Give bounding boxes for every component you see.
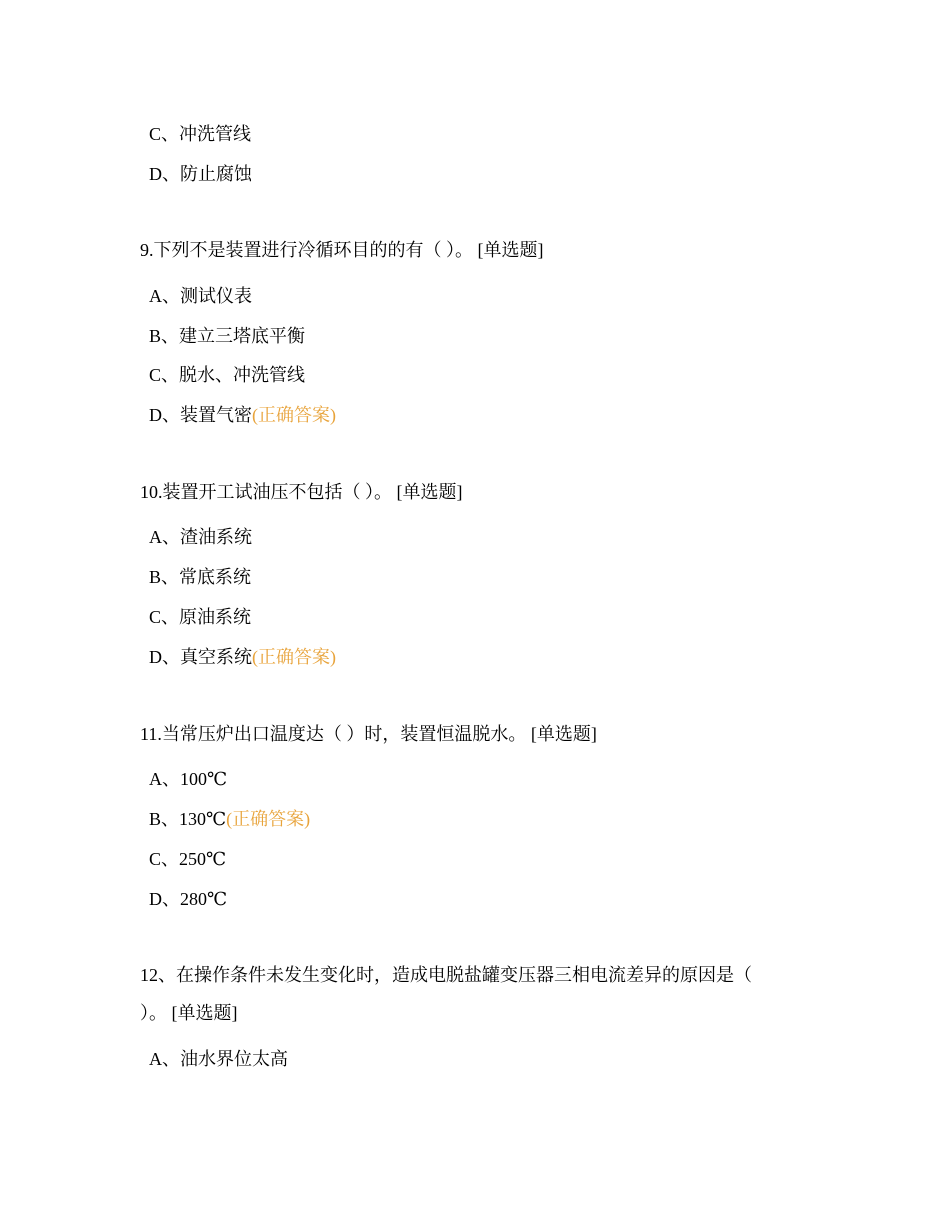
option-text: A、测试仪表 [149, 286, 252, 306]
option-c [149, 122, 251, 146]
option-text: C、脱水、冲洗管线 [149, 365, 306, 385]
question-10-option-b [149, 565, 251, 589]
correct-answer-marker: (正确答案) [226, 809, 311, 829]
question-10-option-c [149, 605, 251, 629]
option-text: C、原油系统 [149, 607, 252, 627]
option-text: C、250℃ [149, 849, 227, 869]
question-9-title: 9.下列不是装置进行冷循环目的的有（ ）。 [单选题] [140, 240, 544, 260]
question-11-option-a [149, 767, 227, 791]
option-text: D、防止腐蚀 [149, 164, 252, 184]
question-12-option-a [149, 1047, 288, 1071]
option-text: A、渣油系统 [149, 527, 252, 547]
question-11-option-d [149, 887, 227, 911]
question-10-option-d [149, 645, 336, 669]
option-text: A、油水界位太高 [149, 1049, 288, 1069]
option-text: B、常底系统 [149, 567, 252, 587]
option-text: B、建立三塔底平衡 [149, 326, 306, 346]
question-12-title-line2: ）。 [单选题] [140, 1003, 238, 1023]
question-9-option-d [149, 403, 336, 427]
option-d [149, 162, 252, 186]
option-text: A、100℃ [149, 769, 228, 789]
option-text: D、真空系统 [149, 647, 252, 667]
question-10-option-a [149, 525, 252, 549]
question-9-option-c [149, 363, 305, 387]
correct-answer-marker: (正确答案) [252, 405, 336, 425]
question-11-title: 11.当常压炉出口温度达（ ）时，装置恒温脱水。 [单选题] [140, 724, 597, 744]
question-11-option-c [149, 847, 226, 871]
option-text: B、130℃ [149, 809, 227, 829]
option-text: C、冲洗管线 [149, 124, 252, 144]
option-text: D、280℃ [149, 889, 228, 909]
correct-answer-marker: (正确答案) [252, 647, 336, 667]
question-9-option-b [149, 324, 305, 348]
question-12-title-line1: 12、在操作条件未发生变化时，造成电脱盐罐变压器三相电流差异的原因是（ [140, 965, 752, 985]
question-9-option-a [149, 284, 252, 308]
question-10-title: 10.装置开工试油压不包括（ ）。 [单选题] [140, 482, 463, 502]
option-text: D、装置气密 [149, 405, 252, 425]
question-11-option-b [149, 807, 310, 831]
